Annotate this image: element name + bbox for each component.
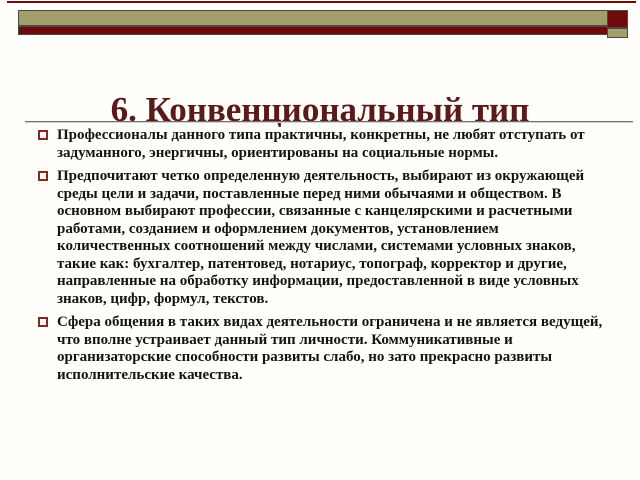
bullet-square-icon (38, 171, 48, 181)
bullet-list (37, 127, 615, 384)
bullet-square-icon (38, 130, 48, 140)
header-bar-tan (18, 10, 608, 26)
header-corner-tan (607, 28, 628, 38)
header-accent-line (7, 1, 636, 3)
page-title: 6. Конвенциональный тип (110, 90, 530, 130)
list-item (37, 168, 615, 308)
bullet-text: Профессионалы данного типа практичны, конкретны, не любят отступать от задуманного, энергичны, ориентированы на социальные нормы. (57, 127, 585, 161)
bullet-text: Сфера общения в таких видах деятельности ограничена и не является ведущей, что вполне устраивает данный тип личности. Коммуникативные и организаторские способности развиты слабо, но зато прекрасно развиты исполнительские качества. (57, 314, 603, 383)
header-bar-maroon (18, 26, 608, 35)
bullet-square-icon (38, 317, 48, 327)
slide-body (37, 127, 615, 390)
list-item (37, 127, 615, 162)
title-divider (25, 121, 633, 122)
list-item (37, 314, 615, 384)
bullet-text: Предпочитают четко определенную деятельность, выбирают из окружающей среды цели и задачи, поставленные перед ними обычаями и обществом. В основном выбирают профессии, связанные с канцелярскими и расчетными работами, созданием и оформлением документов, установлением количественных соотношений между числами, системами условных знаков, такие как: бухгалтер, патентовед, нотариус, топограф, корректор и другие, направленные на обработку информации, предоставленной в виде условных знаков, цифр, формул, текстов. (57, 168, 585, 307)
header-corner-maroon (607, 10, 628, 28)
